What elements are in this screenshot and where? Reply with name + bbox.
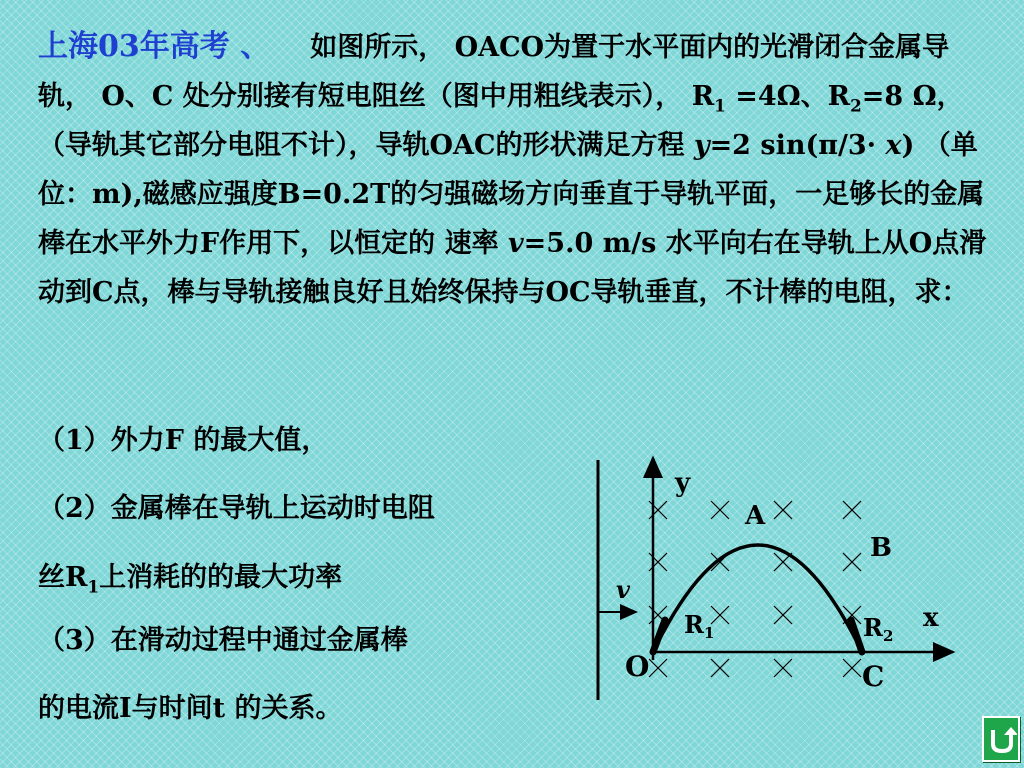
rail-diagram <box>590 450 990 700</box>
field-marker <box>843 659 861 677</box>
field-marker <box>843 501 861 519</box>
problem-statement: 上海03年高考 、 如图所示， OACO为置于水平面内的光滑闭合金属导轨， O、C 处分别接有短电阻丝（图中用粗线表示）， $R_1 =4\Omega$、$R_2=8$ Ω，（导轨其它部分电阻不计），导轨OAC的形状满足方程 y=2 sin(π/3· x) （单位：m),磁感应强度B=0.2T的匀强磁场方向垂直于导轨平面，一足够长的金属棒在水平外力F作用下，以恒定的 速率 v=5.0 m/s 水平向右在导轨上从O点滑动到C点，棒与导轨接触良好且始终保持与OC导轨垂直，不计棒的电阻，求： <box>38 29 987 308</box>
question-2-line-2: 丝$R_1$上消耗的的最大功率 <box>38 562 343 597</box>
field-marker <box>774 501 792 519</box>
field-marker <box>649 659 667 677</box>
question-2-line-1: （2）金属棒在导轨上运动时电阻 <box>38 493 435 524</box>
field-marker <box>711 659 729 677</box>
return-button[interactable] <box>982 716 1020 762</box>
resistor-r1 <box>653 620 665 652</box>
label-o: O <box>625 650 650 683</box>
velocity-label: v <box>616 575 630 604</box>
question-1: （1）外力F 的最大值， <box>38 425 329 456</box>
label-r2: $R_2$ <box>863 613 894 645</box>
return-arrow-icon <box>987 724 1017 756</box>
question-3-line-1: （3）在滑动过程中通过金属棒 <box>38 625 408 656</box>
field-marker <box>711 606 729 624</box>
field-marker <box>711 501 729 519</box>
y-axis-label: y <box>675 468 691 498</box>
x-axis-label: x <box>923 603 939 633</box>
label-a: A <box>745 501 766 531</box>
label-r1: $R_1$ <box>684 610 715 642</box>
question-3-line-2: 的电流I与时间t 的关系。 <box>38 693 343 724</box>
field-marker <box>774 659 792 677</box>
problem-source: 上海03年高考 、 <box>38 29 271 64</box>
field-marker <box>649 553 667 571</box>
label-c: C <box>862 660 885 693</box>
field-marker <box>843 553 861 571</box>
field-marker <box>774 606 792 624</box>
label-b: B <box>870 533 892 563</box>
field-marker <box>649 501 667 519</box>
